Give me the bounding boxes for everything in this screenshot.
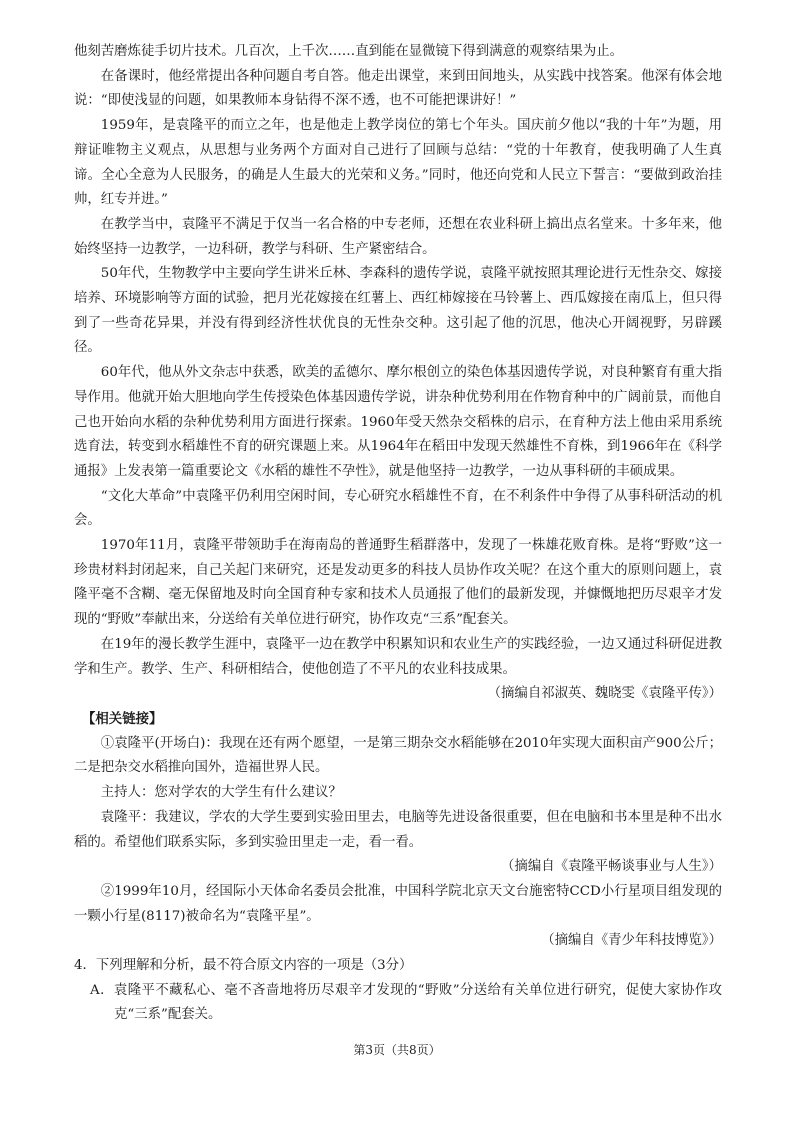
source-citation-2: （摘编自《袁隆平畅谈事业与人生》） <box>501 859 722 875</box>
paragraph-4: 在教学当中，袁隆平不满足于仅当一名合格的中专老师，还想在农业科研上搞出点名堂来。十多年来，他始终坚持一边教学，一边科研，教学与科研、生产紧密结合。 <box>74 216 722 257</box>
link2-text: ②1999年10月，经国际小天体命名委员会批准，中国科学院北京天文台施密特CCD小行星项目组发现的一颗小行星(8117)被命名为“袁隆平星”。 <box>74 883 722 924</box>
source-citation-3: （摘编自《青少年科技博览》） <box>541 933 722 949</box>
paragraph-5: 50年代，生物教学中主要向学生讲米丘林、李森科的遗传学说，袁隆平就按照其理论进行无性杂交、嫁接培养、环境影响等方面的试验，把月光花嫁接在红薯上、西红柿嫁接在马铃薯上、西瓜嫁接在南瓜上，但只得到了一些奇花异果，并没有得到经济性状优良的无性杂交种。这引起了他的沉思，他决心开阔视野，另辟蹊径。 <box>74 266 722 356</box>
option-a: A．袁隆平不藏私心、毫不吝啬地将历尽艰辛才发现的“野败”分送给有关单位进行研究，促使大家协作攻克“三系”配套关。 <box>90 982 722 1023</box>
link1-opening: ①袁隆平(开场白)：我现在还有两个愿望，一是第三期杂交水稻能够在2010年实现大面积亩产900公斤；二是把杂交水稻推向国外，造福世界人民。 <box>74 735 722 776</box>
link1-host-question: 主持人：您对学农的大学生有什么建议？ <box>100 785 342 801</box>
related-links-heading: 【相关链接】 <box>82 710 163 727</box>
paragraph-6: 60年代，他从外文杂志中获悉，欧美的孟德尔、摩尔根创立的染色体基因遗传学说，对良种繁育有重大指导作用。他就开始大胆地向学生传授染色体基因遗传学说，讲杂种优势利用在作物育种中的广阔前景，而他自己也开始向水稻的杂种优势利用方面进行探索。1960年受天然杂交稻株的启示，在育种方法上他由采用系统选育法，转变到水稻雄性不育的研究课题上来。从1964年在稻田中发现天然雄性不育株，到1966年在《科学通报》上发表第一篇重要论文《水稻的雄性不孕性》，就是他坚持一边教学，一边从事科研的丰硕成果。 <box>74 365 722 479</box>
paragraph-3: 1959年，是袁隆平的而立之年，也是他走上教学岗位的第七个年头。国庆前夕他以“我的十年”为题，用辩证唯物主义观点，从思想与业务两个方面对自己进行了回顾与总结：“党的十年教育，使我明确了人生真谛。全心全意为人民服务，的确是人生最大的光荣和义务。”同时，他还向党和人民立下誓言：“要做到政治挂帅，红专并进。” <box>74 118 722 208</box>
paragraph-2: 在备课时，他经常提出各种问题自考自答。他走出课堂，来到田间地头，从实践中找答案。他深有体会地说：“即使浅显的问题，如果教师本身钻得不深不透，也不可能把课讲好！” <box>74 68 722 109</box>
question-4: 4．下列理解和分析，最不符合原文内容的一项是（3分） <box>74 958 413 974</box>
paragraph-7: “文化大革命”中袁隆平仍利用空闲时间，专心研究水稻雄性不育，在不利条件中争得了从事科研活动的机会。 <box>74 488 722 529</box>
page-footer: 第3页（共8页） <box>353 1043 441 1057</box>
paragraph-1: 他刻苦磨炼徒手切片技术。几百次，上千次……直到能在显微镜下得到满意的观察结果为止。 <box>74 44 624 59</box>
paragraph-8: 1970年11月，袁隆平带领助手在海南岛的普通野生稻群落中，发现了一株雄花败育株。是将“野败”这一珍贵材料封闭起来，自己关起门来研究，还是发动更多的科技人员协作攻关呢？在这个重大的原则问题上，袁隆平毫不含糊、毫无保留地及时向全国育种专家和技术人员通报了他们的最新发现，并慷慨地把历尽艰辛才发现的“野败”奉献出来，分送给有关单位进行研究，协作攻克“三系”配套关。 <box>74 538 722 628</box>
source-citation-1: （摘编自祁淑英、魏晓雯《袁隆平传》） <box>487 686 722 702</box>
paragraph-9: 在19年的漫长教学生涯中，袁隆平一边在教学中积累知识和农业生产的实践经验，一边又通过科研促进教学和生产。教学、生产、科研相结合，使他创造了不平凡的农业科技成果。 <box>74 636 722 677</box>
link1-answer: 袁隆平：我建议，学农的大学生要到实验田里去，电脑等先进设备很重要，但在电脑和书本里是种不出水稻的。希望他们联系实际，多到实验田里走一走，看一看。 <box>74 809 722 850</box>
article-body <box>74 40 722 1028</box>
